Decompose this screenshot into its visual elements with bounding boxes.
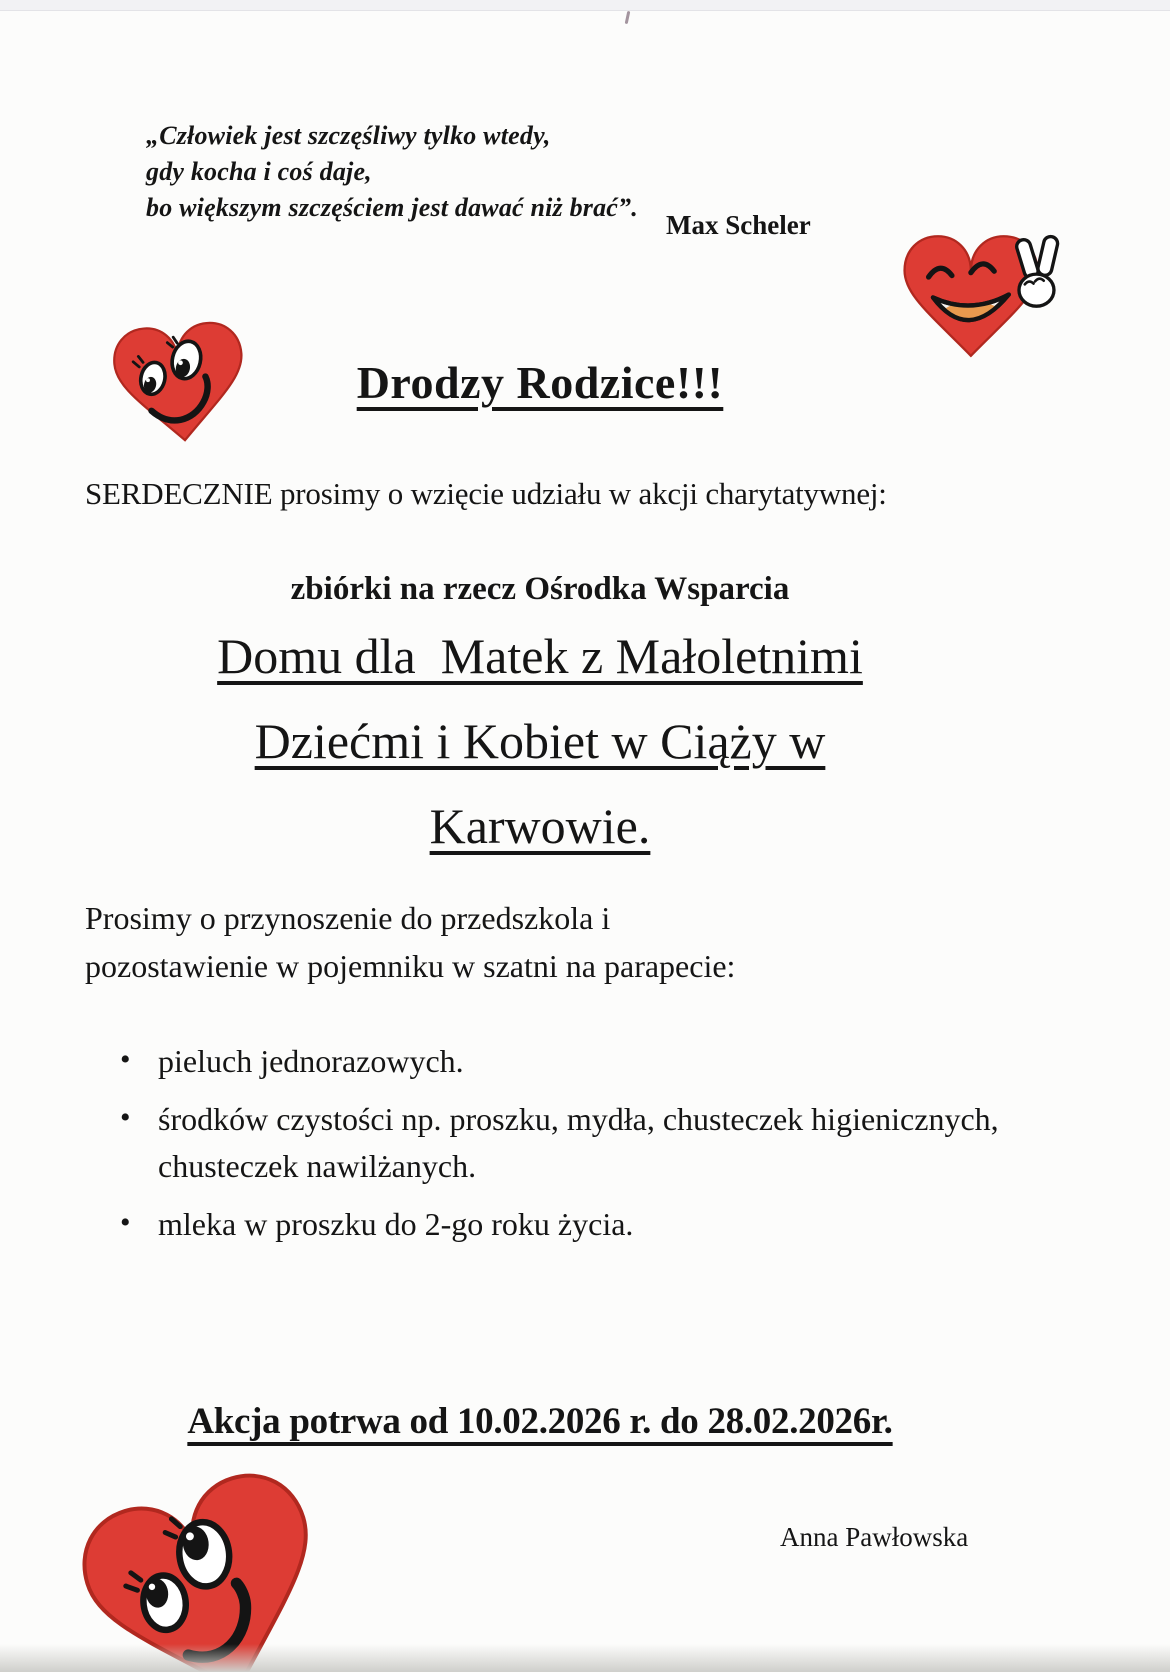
bullet-icon: • [120,1206,131,1239]
list-item [120,1201,1010,1248]
body-line: Prosimy o przynoszenie do przedszkola i [85,900,611,936]
page-title: Drodzy Rodzice!!! [356,357,724,408]
quote-author: Max Scheler [666,210,811,240]
bullet-icon: • [120,1043,131,1076]
dates-row [0,1400,1080,1443]
quote-line: gdy kocha i coś daje, [146,157,372,186]
list-item-text: pieluch jednorazowych. [158,1043,464,1079]
scan-artifact-bottom [0,1644,1170,1672]
collection-subtitle: zbiórki na rzecz Ośrodka Wsparcia [290,571,790,607]
heart-peace-icon [898,226,1070,366]
list-item [120,1038,1010,1085]
quote-block [146,118,638,226]
quote-line: „Człowiek jest szczęśliwy tylko wtedy, [146,121,551,150]
donation-list [120,1038,1010,1259]
intro-text: SERDECZNIE prosimy o wzięcie udziału w akcji charytatywnej: [85,476,887,511]
collection-title [0,620,1080,875]
collection-title-line: Dziećmi i Kobiet w Ciąży w [254,713,826,769]
campaign-dates: Akcja potrwa od 10.02.2026 r. do 28.02.2026r. [187,1401,893,1442]
quote-line: bo większym szczęściem jest dawać niż brać”. [146,193,638,222]
list-item-text: mleka w proszku do 2-go roku życia. [158,1206,634,1242]
list-item-text: środków czystości np. proszku, mydła, chusteczek higienicznych, chusteczek nawilżanych. [158,1101,999,1184]
scan-artifact-top [0,0,1170,11]
heading-row [0,356,1080,409]
subtitle-row [0,571,1080,608]
collection-title-line: Karwowie. [429,798,651,854]
scan-artifact-mark [625,11,631,24]
body-text [85,894,735,990]
body-line: pozostawienie w pojemniku w szatni na parapecie: [85,948,736,984]
heart-tilted-smiley-icon [55,1443,361,1672]
bullet-icon: • [120,1101,131,1134]
signature: Anna Pawłowska [780,1522,969,1552]
list-item [120,1096,1010,1190]
collection-title-line: Domu dla Matek z Małoletnimi [217,628,863,684]
